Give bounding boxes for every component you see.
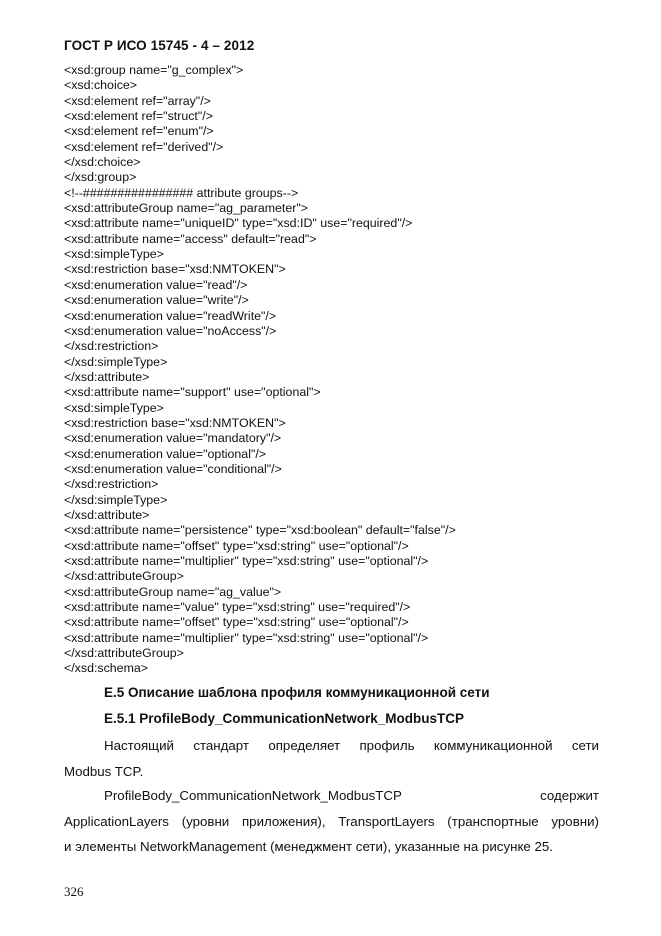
code-line: <xsd:attribute name="offset" type="xsd:string" use="optional"/> bbox=[64, 615, 409, 630]
code-line: </xsd:restriction> bbox=[64, 477, 159, 492]
subsection-heading: E.5.1 ProfileBody_CommunicationNetwork_ModbusTCP bbox=[104, 711, 465, 726]
code-line: <xsd:attribute name="persistence" type="xsd:boolean" default="false"/> bbox=[64, 523, 456, 538]
code-line: <xsd:attribute name="value" type="xsd:string" use="required"/> bbox=[64, 600, 411, 615]
word: ApplicationLayers bbox=[64, 813, 169, 829]
code-line: <xsd:enumeration value="conditional"/> bbox=[64, 461, 282, 476]
word: (транспортные bbox=[447, 813, 539, 829]
paragraph-2-line-1 bbox=[64, 783, 599, 809]
code-line: </xsd:choice> bbox=[64, 155, 141, 170]
xsd-code-listing bbox=[64, 63, 456, 677]
code-line: <xsd:choice> bbox=[64, 78, 138, 93]
code-line: <xsd:attribute name="support" use="optional"> bbox=[64, 385, 321, 400]
code-line: <xsd:element ref="struct"/> bbox=[64, 109, 213, 124]
word: содержит bbox=[540, 788, 599, 803]
code-line: <xsd:attributeGroup name="ag_value"> bbox=[64, 584, 282, 599]
code-line: <xsd:enumeration value="write"/> bbox=[64, 293, 249, 308]
paragraph-2 bbox=[64, 783, 599, 860]
word: (уровни bbox=[181, 813, 230, 829]
paragraph-2-line-2 bbox=[64, 809, 599, 835]
word: сети bbox=[571, 738, 599, 753]
word: ProfileBody_CommunicationNetwork_ModbusTCP bbox=[104, 788, 402, 803]
code-line: </xsd:schema> bbox=[64, 661, 149, 676]
code-line: </xsd:attributeGroup> bbox=[64, 646, 184, 661]
word: TransportLayers bbox=[338, 813, 435, 829]
code-line: <xsd:enumeration value="noAccess"/> bbox=[64, 323, 277, 338]
code-line: <xsd:attribute name="offset" type="xsd:string" use="optional"/> bbox=[64, 538, 409, 553]
code-line: <xsd:attribute name="uniqueID" type="xsd:ID" use="required"/> bbox=[64, 216, 413, 231]
word: стандарт bbox=[193, 738, 249, 753]
document-header: ГОСТ Р ИСО 15745 - 4 – 2012 bbox=[64, 38, 255, 53]
code-line: <xsd:enumeration value="readWrite"/> bbox=[64, 308, 277, 323]
code-line: </xsd:simpleType> bbox=[64, 354, 168, 369]
code-line: <xsd:enumeration value="optional"/> bbox=[64, 446, 267, 461]
code-line: <xsd:enumeration value="mandatory"/> bbox=[64, 431, 282, 446]
word: определяет bbox=[268, 738, 341, 753]
word: коммуникационной bbox=[433, 738, 553, 753]
code-line: <xsd:enumeration value="read"/> bbox=[64, 277, 248, 292]
word: приложения), bbox=[241, 813, 326, 829]
code-line: <xsd:attribute name="multiplier" type="xsd:string" use="optional"/> bbox=[64, 630, 429, 645]
paragraph-1-line-2: Modbus TCP. bbox=[64, 763, 144, 779]
code-line: </xsd:group> bbox=[64, 170, 137, 185]
code-line: <!--################ attribute groups--> bbox=[64, 185, 299, 200]
paragraph-1 bbox=[64, 733, 599, 784]
word: Настоящий bbox=[104, 738, 174, 753]
code-line: <xsd:element ref="derived"/> bbox=[64, 139, 224, 154]
code-line: <xsd:element ref="array"/> bbox=[64, 93, 211, 108]
page-number: 326 bbox=[64, 884, 84, 899]
code-line: <xsd:simpleType> bbox=[64, 400, 164, 415]
word: профиль bbox=[359, 738, 415, 753]
word: уровни) bbox=[551, 813, 599, 829]
section-heading: E.5 Описание шаблона профиля коммуникационной сети bbox=[104, 685, 490, 700]
code-line: </xsd:restriction> bbox=[64, 339, 159, 354]
code-line: <xsd:restriction base="xsd:NMTOKEN"> bbox=[64, 262, 286, 277]
code-line: </xsd:attribute> bbox=[64, 369, 150, 384]
paragraph-2-line-3: и элементы NetworkManagement (менеджмент сети), указанные на рисунке 25. bbox=[64, 839, 553, 854]
code-line: </xsd:simpleType> bbox=[64, 492, 168, 507]
code-line: <xsd:element ref="enum"/> bbox=[64, 124, 214, 139]
code-line: </xsd:attributeGroup> bbox=[64, 569, 184, 584]
code-line: <xsd:simpleType> bbox=[64, 247, 164, 262]
paragraph-1-line-1 bbox=[64, 733, 599, 759]
code-line: <xsd:restriction base="xsd:NMTOKEN"> bbox=[64, 415, 286, 430]
code-line: <xsd:attribute name="multiplier" type="xsd:string" use="optional"/> bbox=[64, 554, 429, 568]
code-line: <xsd:group name="g_complex"> bbox=[64, 63, 244, 77]
code-line: </xsd:attribute> bbox=[64, 507, 150, 522]
code-line: <xsd:attributeGroup name="ag_parameter"> bbox=[64, 201, 309, 216]
code-line: <xsd:attribute name="access" default="read"> bbox=[64, 231, 317, 246]
